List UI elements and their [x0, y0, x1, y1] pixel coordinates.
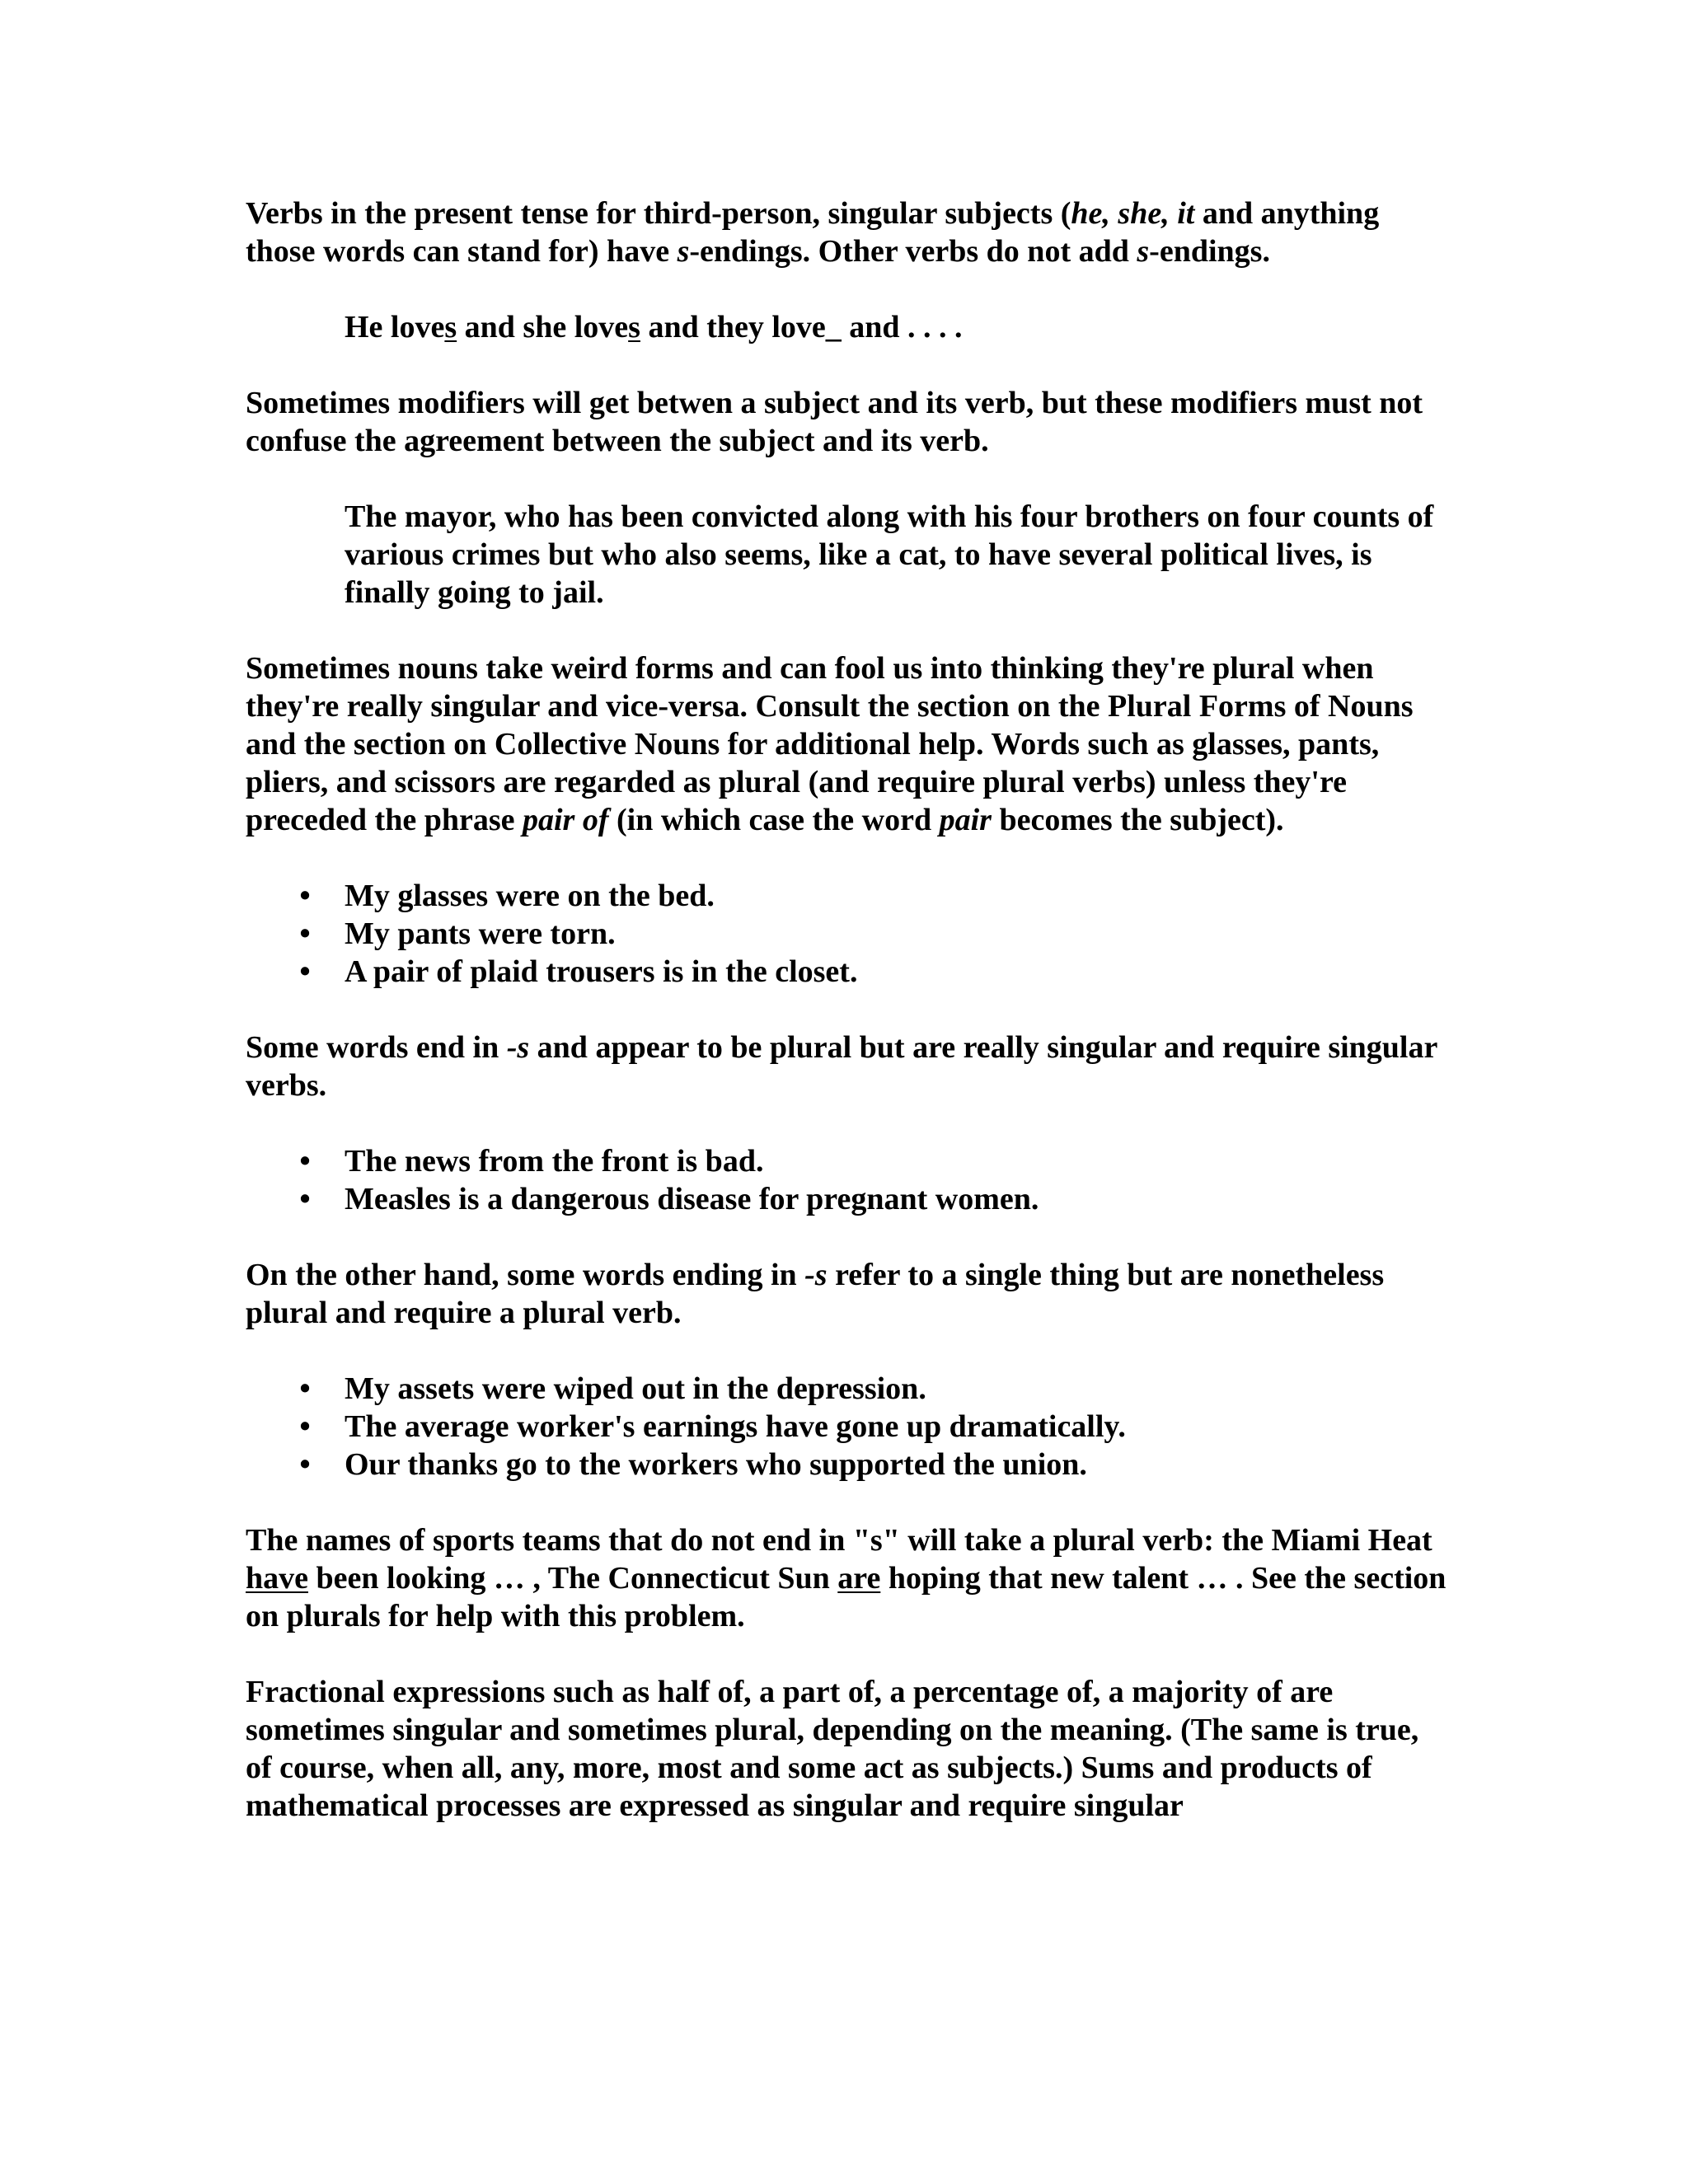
bullet-icon: • — [299, 1371, 311, 1406]
bullet-icon: • — [299, 1409, 311, 1444]
list-item: • The average worker's earnings have gone up dramatically. — [246, 1408, 1449, 1446]
bullet-list-plural-examples — [246, 1370, 1449, 1483]
bullet-icon: • — [299, 1144, 311, 1179]
list-item: • The news from the front is bad. — [246, 1142, 1449, 1180]
bullet-icon: • — [299, 954, 311, 989]
list-item: • Our thanks go to the workers who supported the union. — [246, 1446, 1449, 1483]
bullet-list-plural-objects — [246, 877, 1449, 991]
bullet-icon: • — [299, 1447, 311, 1482]
paragraph-weird-nouns: Sometimes nouns take weird forms and can fool us into thinking they're plural when they're really singular and vice-versa. Consult the section on the Plural Forms of Nouns and the section on Collective Nouns for additional help. Words such as glasses, pants, pliers, and scissors are regarded as plural (and require plural verbs) unless they're preceded the phrase pair of (in which case the word pair becomes the subject). — [246, 651, 1414, 837]
paragraph-fractional-expressions: Fractional expressions such as half of, a part of, a percentage of, a majority of are sometimes singular and sometimes plural, depending on the meaning. (The same is true, of course, when all, any, more, most and some act as subjects.) Sums and products of mathematical processes are expressed as singular and require singular — [246, 1675, 1419, 1823]
bullet-icon: • — [299, 1182, 311, 1216]
list-item: • My assets were wiped out in the depression. — [246, 1370, 1449, 1408]
paragraph-plural-s-words: On the other hand, some words ending in -s refer to a single thing but are nonetheless plural and require a plural verb. — [246, 1258, 1385, 1330]
paragraph-sports-teams: The names of sports teams that do not end in "s" will take a plural verb: the Miami Heat have been looking … , The Connecticut Sun are hoping that new talent … . See the section on plurals for help with this problem. — [246, 1523, 1447, 1633]
example-loves: He loves and she loves and they love_ and . . . . — [345, 310, 963, 344]
list-item: • A pair of plaid trousers is in the closet. — [246, 953, 1449, 991]
list-item: • My glasses were on the bed. — [246, 877, 1449, 915]
example-mayor: The mayor, who has been convicted along with his four brothers on four counts of various crimes but who also seems, like a cat, to have several political lives, is finally going to jail. — [345, 499, 1434, 610]
list-item: • Measles is a dangerous disease for pregnant women. — [246, 1180, 1449, 1218]
bullet-list-singular-examples — [246, 1142, 1449, 1218]
list-item: • My pants were torn. — [246, 915, 1449, 953]
paragraph-singular-s-words: Some words end in -s and appear to be plural but are really singular and require singular verbs. — [246, 1030, 1437, 1103]
bullet-icon: • — [299, 916, 311, 951]
paragraph-verb-s-endings: Verbs in the present tense for third-person, singular subjects (he, she, it and anything those words can stand for) have s-endings. Other verbs do not add s-endings. — [246, 196, 1380, 269]
bullet-icon: • — [299, 879, 311, 913]
paragraph-modifiers: Sometimes modifiers will get betwen a subject and its verb, but these modifiers must not confuse the agreement between the subject and its verb. — [246, 386, 1423, 458]
document-body — [246, 194, 1449, 1863]
